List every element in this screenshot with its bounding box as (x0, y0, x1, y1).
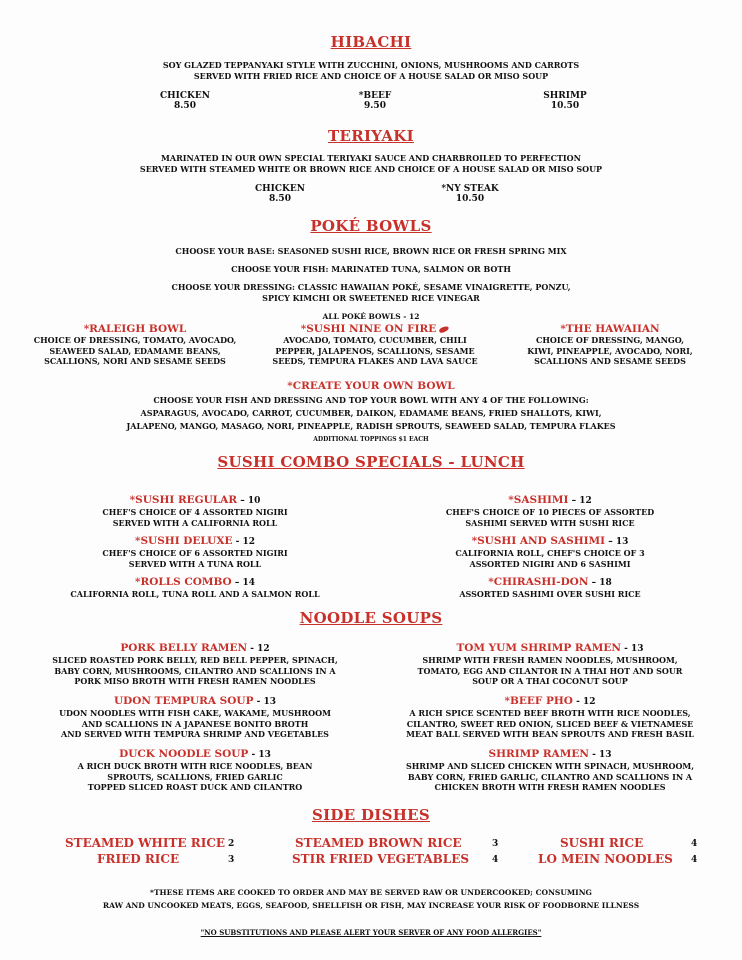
side-item-name: STEAMED BROWN RICE (295, 836, 462, 850)
menu-item: SHRIMP 10.50 (543, 91, 587, 111)
noodle-item: UDON TEMPURA SOUP - 13 UDON NOODLES WITH FISH CAKE, WAKAME, MUSHROOM AND SCALLIONS IN A JAPANESE BONITO BROTH AND SERVED WITH TEMPURA SHRIMP AND VEGETABLES (59, 695, 331, 739)
consumer-warning: *THESE ITEMS ARE COOKED TO ORDER AND MAY BE SERVED RAW OR UNDERCOOKED; CONSUMING (150, 888, 592, 897)
poke-dressing: CHOOSE YOUR DRESSING: CLASSIC HAWAIIAN POKÉ, SESAME VINAIGRETTE, PONZU, (171, 282, 571, 292)
poke-dressing: SPICY KIMCHI OR SWEETENED RICE VINEGAR (262, 293, 480, 303)
side-item-name: FRIED RICE (97, 852, 180, 866)
menu-item: *NY STEAK 10.50 (441, 184, 499, 204)
side-item-price: 4 (691, 855, 698, 865)
noodle-item: SHRIMP RAMEN - 13 SHRIMP AND SLICED CHICKEN WITH SPINACH, MUSHROOM, BABY CORN, FRIED GARLIC, CILANTRO AND SCALLIONS IN A CHICKEN BROTH WITH FRESH RAMEN NOODLES (405, 748, 695, 792)
hibachi-desc: SOY GLAZED TEPPANYAKI STYLE WITH ZUCCHINI, ONIONS, MUSHROOMS AND CARROTS (162, 60, 580, 70)
side-item-price: 3 (492, 839, 499, 849)
consumer-warning: RAW AND UNCOOKED MEATS, EGGS, SEAFOOD, SHELLFISH OR FISH, MAY INCREASE YOUR RISK OF FOODBORNE ILLNESS (102, 901, 640, 910)
menu-item: CHICKEN 8.50 (160, 91, 210, 111)
menu-item: *BEEF 9.50 (358, 91, 392, 111)
poke-title: POKÉ BOWLS (310, 217, 432, 235)
combo-title: SUSHI COMBO SPECIALS - LUNCH (217, 453, 525, 471)
noodle-item: *BEEF PHO - 12 A RICH SPICE SCENTED BEEF BROTH WITH RICE NOODLES, CILANTRO, SWEET RED ONION, SLICED BEEF & VIETNAMESE MEAT BALL SERVED WITH BEAN SPROUTS AND FRESH BASIL (406, 695, 694, 739)
teriyaki-desc: MARINATED IN OUR OWN SPECIAL TERIYAKI SAUCE AND CHARBROILED TO PERFECTION (161, 153, 581, 163)
create-bowl-desc: CHOOSE YOUR FISH AND DRESSING AND TOP YOUR BOWL WITH ANY 4 OF THE FOLLOWING: (153, 395, 589, 405)
poke-bowl: *RALEIGH BOWL CHOICE OF DRESSING, TOMATO, AVOCADO, SEAWEED SALAD, EDAMAME BEANS, SCALLIONS, NORI AND SESAME SEEDS (33, 323, 237, 366)
create-bowl-title: *CREATE YOUR OWN BOWL (287, 380, 455, 392)
allergy-note: "NO SUBSTITUTIONS AND PLEASE ALERT YOUR SERVER OF ANY FOOD ALLERGIES" (200, 928, 542, 937)
teriyaki-title: TERIYAKI (328, 127, 414, 145)
create-bowl-desc: JALAPENO, MANGO, MASAGO, NORI, PINEAPPLE, RADISH SPROUTS, SEAWEED SALAD, TEMPURA FLAKES (126, 421, 616, 431)
chili-pepper-icon (439, 325, 450, 333)
side-item-price: 4 (691, 839, 698, 849)
side-item-name: STEAMED WHITE RICE (65, 836, 226, 850)
combo-item: *SUSHI DELUXE - 12 CHEF'S CHOICE OF 6 ASSORTED NIGIRI SERVED WITH A TUNA ROLL (102, 535, 288, 569)
create-bowl-desc: ASPARAGUS, AVOCADO, CARROT, CUCUMBER, DAIKON, EDAMAME BEANS, FRIED SHALLOTS, KIWI, (140, 408, 602, 418)
side-item-name: STIR FRIED VEGETABLES (292, 852, 470, 866)
poke-bowl: *THE HAWAIIAN CHOICE OF DRESSING, MANGO, KIWI, PINEAPPLE, AVOCADO, NORI, SCALLIONS AND SESAME SEEDS (527, 323, 693, 366)
hibachi-title: HIBACHI (330, 33, 412, 51)
sides-title: SIDE DISHES (311, 806, 431, 824)
combo-item: *SUSHI REGULAR – 10 CHEF'S CHOICE OF 4 ASSORTED NIGIRI SERVED WITH A CALIFORNIA ROLL (102, 494, 288, 528)
menu-item: CHICKEN 8.50 (255, 184, 305, 204)
poke-all-price: ALL POKÉ BOWLS - 12 (322, 312, 420, 321)
combo-item: *SASHIMI – 12 CHEF'S CHOICE OF 10 PIECES OF ASSORTED SASHIMI SERVED WITH SUSHI RICE (445, 494, 655, 528)
side-item-price: 2 (228, 839, 235, 849)
noodle-title: NOODLE SOUPS (299, 609, 443, 627)
side-item-name: LO MEIN NOODLES (538, 852, 673, 866)
noodle-item: TOM YUM SHRIMP RAMEN - 13 SHRIMP WITH FRESH RAMEN NOODLES, MUSHROOM, TOMATO, EGG AND CILANTOR IN A THAI HOT AND SOUR SOUP OR A THAI COCONUT SOUP (417, 642, 683, 686)
side-item-price: 3 (228, 855, 235, 865)
combo-item: *ROLLS COMBO – 14 CALIFORNIA ROLL, TUNA ROLL AND A SALMON ROLL (70, 576, 320, 599)
side-item-name: SUSHI RICE (560, 836, 644, 850)
additional-toppings: ADDITIONAL TOPPINGS $1 EACH (313, 436, 429, 443)
poke-bowl: *SUSHI NINE ON FIRE AVOCADO, TOMATO, CUCUMBER, CHILI PEPPER, JALAPENOS, SCALLIONS, SESAME SEEDS, TEMPURA FLAKES AND LAVA SAUCE (272, 323, 478, 366)
poke-base: CHOOSE YOUR BASE: SEASONED SUSHI RICE, BROWN RICE OR FRESH SPRING MIX (175, 246, 567, 256)
noodle-item: PORK BELLY RAMEN - 12 SLICED ROASTED PORK BELLY, RED BELL PEPPER, SPINACH, BABY CORN, MUSHROOMS, CILANTRO AND SCALLIONS IN A PORK MISO BROTH WITH FRESH RAMEN NOODLES (52, 642, 338, 686)
side-item-price: 4 (492, 855, 499, 865)
combo-item: *CHIRASHI-DON – 18 ASSORTED SASHIMI OVER SUSHI RICE (459, 576, 641, 599)
combo-item: *SUSHI AND SASHIMI – 13 CALIFORNIA ROLL, CHEF'S CHOICE OF 3 ASSORTED NIGIRI AND 6 SASHIMI (455, 535, 645, 569)
hibachi-desc: SERVED WITH FRIED RICE AND CHOICE OF A HOUSE SALAD OR MISO SOUP (193, 71, 549, 81)
teriyaki-desc: SERVED WITH STEAMED WHITE OR BROWN RICE AND CHOICE OF A HOUSE SALAD OR MISO SOUP (139, 164, 603, 174)
noodle-item: DUCK NOODLE SOUP - 13 A RICH DUCK BROTH WITH RICE NOODLES, BEAN SPROUTS, SCALLIONS, FRIED GARLIC TOPPED SLICED ROAST DUCK AND CILANTRO (77, 748, 313, 792)
poke-fish: CHOOSE YOUR FISH: MARINATED TUNA, SALMON OR BOTH (231, 264, 511, 274)
